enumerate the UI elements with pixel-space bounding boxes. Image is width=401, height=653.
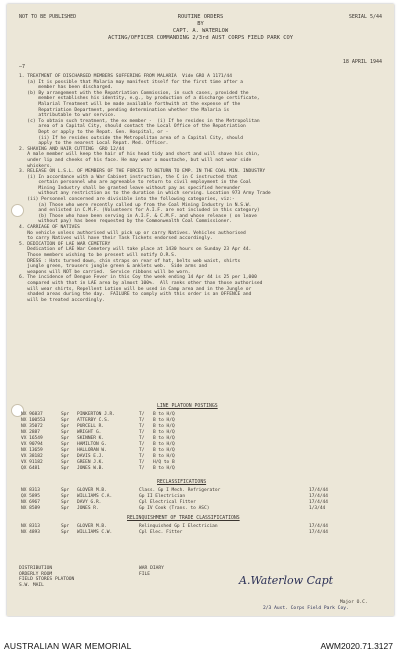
table-cell: B to H/Q xyxy=(153,448,175,453)
table-cell: Class. Gp I Mech. Refrigerator xyxy=(139,488,221,493)
order-line: without any restriction as to the duration in which serving. Location 973 Army Trade xyxy=(19,191,271,197)
distribution-list xyxy=(19,566,74,588)
table-cell: VX 38182 xyxy=(21,454,43,459)
table-row xyxy=(21,530,349,536)
table-cell: VX 90794 xyxy=(21,442,43,447)
table-cell: NX 8313 xyxy=(21,488,40,493)
table-cell: HAMILTON G. xyxy=(77,442,107,447)
document-date: 18 APRIL 1944 xyxy=(342,59,382,65)
table-cell: T/ xyxy=(139,424,145,429)
order-line: Dept or apply to the Repat. Gen. Hospital, or - xyxy=(19,129,169,135)
table-cell: DAVIS E.J. xyxy=(77,454,105,459)
table-cell: NX 2887 xyxy=(21,430,40,435)
order-line: (b) Those who have been serving in A.I.F. & C.M.F. and whose release ( on leave xyxy=(19,213,257,219)
table-cell: T/ xyxy=(139,442,145,447)
table-cell: VX 91182 xyxy=(21,460,43,465)
table-cell: PURCELL R. xyxy=(77,424,105,429)
table-cell: 17/4/44 xyxy=(309,488,328,493)
order-line: will wear shirts, Repellent Lotion will be used in Camp area and in the Jungle or xyxy=(19,286,252,292)
order-line: without pay) has been requested by the Commonwealth Coal Commissioner. xyxy=(19,219,232,225)
table-cell: B to H/Q xyxy=(153,430,175,435)
distribution-line: S.W. MAIL xyxy=(19,582,44,588)
table-cell: 17/4/44 xyxy=(309,524,328,529)
table-cell: B to H/Q xyxy=(153,466,175,471)
serial-number: SERIAL 5/44 xyxy=(348,14,382,20)
orders-body xyxy=(19,74,271,303)
order-line: (ii) If he resides outside the Metropolitan area of a Capital City, should xyxy=(19,135,244,141)
table-cell: Spr xyxy=(61,506,70,511)
table-row xyxy=(21,466,213,472)
table-cell: Cpl Electrical Fitter xyxy=(139,500,196,505)
table-cell: QX 6481 xyxy=(21,466,40,471)
table-cell: Gp II Electrician xyxy=(139,494,186,499)
order-line: Those members wishing to be present will notify O.R.S. xyxy=(19,253,177,258)
table-cell: 17/4/44 xyxy=(309,500,328,505)
table-cell: H/Q to B xyxy=(153,460,175,465)
distribution-line: DISTRIBUTION xyxy=(19,566,53,571)
unit-stamp: 2/3 Aust. Corps Field Park Coy. xyxy=(263,606,349,611)
table-cell: Spr xyxy=(61,436,70,441)
table-cell: DAVY G.R. xyxy=(77,500,102,505)
table-cell: Spr xyxy=(61,460,70,465)
order-line: jungle green, trousers jungle green & anklets web. Side arms and xyxy=(19,264,208,270)
table-cell: VX 16549 xyxy=(21,436,43,441)
order-line: (i) In accordance with a War Cabinet instruction, the C in C instructed that xyxy=(19,174,238,180)
footer-accession: AWM2020.71.3127 xyxy=(320,641,393,651)
table-cell: NX 6967 xyxy=(21,500,40,505)
table-cell: NX 96837 xyxy=(21,412,43,417)
postings-title: LINE PLATOON POSTINGS xyxy=(157,404,218,409)
table-cell: HALLORAN W. xyxy=(77,448,107,453)
document-title: ROUTINE ORDERS xyxy=(177,14,224,20)
order-line: (a) Those who were recently called up from the Coal Mining Industry in N.S.W. xyxy=(19,202,252,208)
postings-table xyxy=(21,412,213,472)
table-cell: NX 100553 xyxy=(21,418,46,423)
order-line: 5. DEDICATION OF LAE WAR CEMETERY xyxy=(19,241,111,247)
distribution-line: WAR DIARY xyxy=(139,566,164,571)
relinquish-table xyxy=(21,524,349,536)
order-line: 2. SHAVING AND HAIR CUTTING GRO 12/44 xyxy=(19,146,125,152)
order-line: compared with that in LAE area by almost 100%. All ranks other than those authorised xyxy=(19,280,263,286)
order-line: (c) To obtain such treatment, the ex member - (i) If he resides in the Metropolitan xyxy=(19,118,260,124)
table-cell: Spr xyxy=(61,466,70,471)
order-line: will be treated accordingly. xyxy=(19,297,105,303)
table-cell: 1/3/44 xyxy=(309,506,326,511)
table-cell: Spr xyxy=(61,494,70,499)
table-cell: SKINNER K. xyxy=(77,436,105,441)
unit-name: ACTING/OFFICER COMMANDING 2/3rd AUST CORPS FIELD PARK COY xyxy=(108,35,293,41)
table-cell: NX 4893 xyxy=(21,530,40,535)
table-cell: B to H/Q xyxy=(153,424,175,429)
table-cell: GLOVER M.B. xyxy=(77,488,107,493)
table-row xyxy=(21,506,349,512)
table-cell: 17/4/44 xyxy=(309,494,328,499)
table-cell: Spr xyxy=(61,412,70,417)
distribution-mid xyxy=(139,566,164,577)
order-line: area of a Capital City, should contact the Local Office of the Repatriation xyxy=(19,124,246,130)
order-line: apply to the nearest Local Repat. Med. Officer. xyxy=(19,141,169,147)
order-line: and enlisted in C.M.F. (Volunteers for A.I.F. are not included in this category) xyxy=(19,208,260,214)
table-cell: PINKERTON J.R. xyxy=(77,412,115,417)
table-cell: T/ xyxy=(139,418,145,423)
table-cell: NX 8313 xyxy=(21,524,40,529)
table-cell: Gp IV Cook (Trans. to ASC) xyxy=(139,506,210,511)
table-cell: Spr xyxy=(61,530,70,535)
order-line: 3. RELEASE ON L.S.L. OF MEMBERS OF THE FORCES TO RETURN TO EMP. IN THE COAL MIN. INDUSTRY xyxy=(19,169,266,175)
order-line: attributable to war service. xyxy=(19,113,116,119)
distribution-line: FIELD STORES PLATOON xyxy=(19,577,75,583)
table-cell: T/ xyxy=(139,430,145,435)
order-line: 6. The incidence of Dengue Fever in this Coy the week ending 14 Apr 44 is 25 per 1,000 xyxy=(19,275,257,281)
table-cell: JONES R. xyxy=(77,506,99,511)
table-cell: T/ xyxy=(139,460,145,465)
table-cell: B to H/Q xyxy=(153,412,175,417)
order-line: member has been discharged. xyxy=(19,85,114,91)
classification-label: NOT TO BE PUBLISHED xyxy=(19,14,77,20)
table-cell: JONES W.B. xyxy=(77,466,105,471)
footer-bar xyxy=(0,617,401,653)
order-line: whiskers. xyxy=(19,163,53,169)
table-cell: Spr xyxy=(61,500,70,505)
table-cell: Spr xyxy=(61,430,70,435)
document-page xyxy=(7,4,394,616)
table-cell: GREEN J.K. xyxy=(77,460,105,465)
order-line: Mining Industry shall be granted leave without pay as specified hereunder xyxy=(19,185,241,191)
table-cell: Spr xyxy=(61,524,70,529)
table-cell: WRIGHT G. xyxy=(77,430,102,435)
reclass-title: RECLASSIFICATIONS xyxy=(157,480,207,485)
table-cell: T/ xyxy=(139,454,145,459)
table-cell: Spr xyxy=(61,424,70,429)
table-cell: NX 35072 xyxy=(21,424,43,429)
document-by: BY xyxy=(197,21,204,27)
order-line: certain personnel who are agreeable to return to civil employment in the Coal xyxy=(19,180,252,186)
order-line: 1. TREATMENT OF DISCHARGED MEMBERS SUFFERING FROM MALARIA Vide GRO A 1171/44 xyxy=(19,74,232,79)
order-line: 4. CARRIAGE OF NATIVES xyxy=(19,225,80,231)
table-cell: Cpl Elec. Fitter xyxy=(139,530,183,535)
table-cell: Spr xyxy=(61,448,70,453)
rank-stamp: Major O.C. xyxy=(340,600,368,605)
table-cell: B to H/Q xyxy=(153,418,175,423)
order-line: A male member will keep the hair of his head tidy and short and will shave his chin, xyxy=(19,152,260,158)
order-line: member establishes his identity, e.g., by production of a discharge certificate, xyxy=(19,96,260,102)
distribution-line: FILE xyxy=(139,571,151,577)
order-line: shaded areas during the day. FAILURE to comply with this order is an OFFENCE and xyxy=(19,292,252,298)
relinquish-title: RELINQUISHMENT OF TRADE CLASSIFICATIONS xyxy=(127,516,240,521)
table-cell: Relinquished Gp I Electrician xyxy=(139,524,218,529)
table-cell: B to H/Q xyxy=(153,436,175,441)
table-cell: GLOVER M.B. xyxy=(77,524,107,529)
table-cell: B to H/Q xyxy=(153,442,175,447)
distribution-line: ORDERLY ROOM xyxy=(19,571,53,577)
sheet-mark: —7 xyxy=(19,64,26,70)
order-line: (ii) Personnel concerned are divisible into the following categories, viz:- xyxy=(19,197,235,203)
table-cell: WILLIAMS C.A. xyxy=(77,494,113,499)
order-line: under lip and cheeks of his face. He may wear a moustache, but will not wear side xyxy=(19,157,252,163)
table-cell: ATTERBY C.S. xyxy=(77,418,110,423)
table-cell: Spr xyxy=(61,418,70,423)
table-cell: Spr xyxy=(61,442,70,447)
order-line: DRESS : Hats turned down, chin straps on rear of hat, belts web waist, shirts xyxy=(19,258,241,264)
order-line: Dedication of LAE War Cemetery will take place at 1430 hours on Sunday 23 Apr 44. xyxy=(19,247,252,253)
table-cell: T/ xyxy=(139,412,145,417)
footer-institution: AUSTRALIAN WAR MEMORIAL xyxy=(4,641,132,651)
order-line: Repatriation Department, pending determination whether the Malaria is xyxy=(19,107,230,113)
reclass-table xyxy=(21,488,349,512)
order-line: Malarial Treatment will be made available forthwith at the expense of the xyxy=(19,101,241,107)
order-line: to carry Natives will have their Task Tickets endorsed accordingly. xyxy=(19,236,213,242)
table-cell: NX 13659 xyxy=(21,448,43,453)
order-line: (a) It is possible that Malaria may manifest itself for the first time after a xyxy=(19,79,244,85)
table-cell: Spr xyxy=(61,454,70,459)
order-line: No vehicle unless authorised will pick up or carry Natives. Vehicles authorised xyxy=(19,230,246,236)
table-cell: T/ xyxy=(139,448,145,453)
order-line: weapons will NOT be carried. Service ribbons will be worn. xyxy=(19,269,191,275)
table-cell: Spr xyxy=(61,488,70,493)
order-line: (b) By arrangement with the Repatriation Commission, in such cases, provided the xyxy=(19,90,249,96)
table-cell: 17/4/44 xyxy=(309,530,328,535)
table-cell: WILLIAMS C.W. xyxy=(77,530,113,535)
table-cell: T/ xyxy=(139,466,145,471)
table-cell: B to H/Q xyxy=(153,454,175,459)
signature: A.Waterlow Capt xyxy=(239,574,334,587)
table-cell: QX 5895 xyxy=(21,494,40,499)
table-cell: NX 8589 xyxy=(21,506,40,511)
officer-name: CAPT. A. WATERLOW xyxy=(172,28,229,34)
table-cell: T/ xyxy=(139,436,145,441)
